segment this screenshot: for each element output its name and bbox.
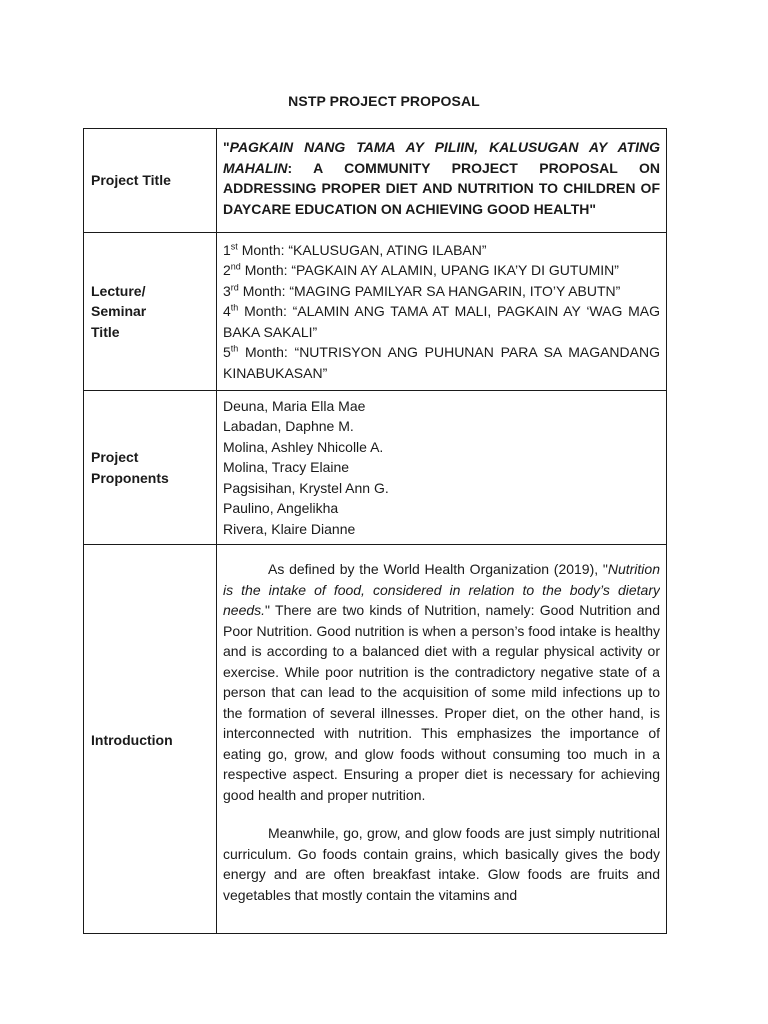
introduction-row [84, 545, 667, 934]
lecture-label [84, 233, 217, 391]
proponents-row [84, 391, 667, 545]
month-number: 4 [223, 303, 231, 320]
lecture-row [84, 233, 667, 391]
proponent-name: Molina, Ashley Nhicolle A. [223, 438, 384, 455]
introduction-paragraph-2: Meanwhile, go, grow, and glow foods are just simply nutritional curriculum. Go foods contain grains, which basically gives the body energy and are often breakfast intake. Glow foods are fruits and vegetables that mostly contain the vitamins and [223, 825, 660, 903]
proponent-name: Molina, Tracy Elaine [223, 459, 350, 476]
proponent-name: Pagsisihan, Krystel Ann G. [223, 479, 389, 496]
month-text: Month: “NUTRISYON ANG PUHUNAN PARA SA MAGANDANG KINABUKASAN” [223, 344, 660, 381]
month-text: Month: “KALUSUGAN, ATING ILABAN” [237, 241, 487, 258]
month-item [223, 301, 660, 342]
project-title-label: Project Title [84, 129, 217, 233]
introduction-label: Introduction [84, 545, 217, 934]
month-ordinal: rd [230, 282, 239, 293]
month-item [223, 342, 660, 383]
month-ordinal: th [230, 343, 239, 354]
proponents-cell [217, 391, 667, 545]
month-ordinal: nd [230, 261, 241, 272]
intro-p1-quote: Nutrition is the intake of food, considered in relation to the body’s dietary needs. [223, 561, 660, 618]
proponent-name: Paulino, Angelikha [223, 500, 339, 517]
title-quote-open: " [223, 139, 230, 155]
lecture-cell [217, 233, 667, 391]
proponents-label-line1: Project [91, 449, 139, 465]
title-rest: : A COMMUNITY PROJECT PROPOSAL ON ADDRESSING PROPER DIET AND NUTRITION TO CHILDREN OF DAYCARE EDUCATION ON ACHIEVING GOOD HEALTH" [223, 159, 660, 217]
month-text: Month: “ALAMIN ANG TAMA AT MALI, PAGKAIN AY ‘WAG MAG BAKA SAKALI” [223, 303, 660, 340]
month-text: Month: “MAGING PAMILYAR SA HANGARIN, ITO’Y ABUTN” [238, 282, 621, 299]
proposal-table [83, 128, 667, 934]
month-ordinal: th [230, 302, 239, 313]
title-italic-part: PAGKAIN NANG TAMA AY PILIIN, KALUSUGAN AY ATING MAHALIN [223, 139, 660, 176]
proponents-label-line2: Proponents [91, 469, 169, 486]
month-item [223, 260, 660, 281]
month-number: 5 [223, 344, 231, 361]
month-ordinal: st [230, 241, 238, 252]
introduction-body [223, 545, 660, 933]
month-item [223, 281, 660, 302]
introduction-paragraph-1 [223, 559, 660, 805]
proponent-name: Rivera, Klaire Dianne [223, 520, 356, 537]
month-number: 3 [223, 282, 231, 299]
proponents-label [84, 391, 217, 545]
introduction-cell [217, 545, 667, 934]
month-text: Month: “PAGKAIN AY ALAMIN, UPANG IKA’Y DI GUTUMIN” [240, 262, 619, 279]
month-item [223, 240, 660, 261]
project-title-cell [217, 129, 667, 233]
document-title: NSTP PROJECT PROPOSAL [288, 93, 480, 109]
intro-p1-start: As defined by the World Health Organization (2019), " [268, 561, 608, 577]
month-number: 1 [223, 241, 231, 258]
project-title-text [223, 133, 660, 228]
lecture-label-line1: Lecture/ [91, 282, 146, 299]
month-number: 2 [223, 262, 231, 279]
proponent-name: Deuna, Maria Ella Mae [223, 397, 366, 414]
project-title-row [84, 129, 667, 233]
intro-p1-rest: " There are two kinds of Nutrition, namely: Good Nutrition and Poor Nutrition. Good nutrition is when a person’s food intake is healthy and is according to a balanced diet with a regular physical activity or exercise. While poor nutrition is the contradictory negative state of a person that can lead to the acquisition of some mild infections up to the formation of several illnesses. Proper diet, on the other hand, is interconnected with nutrition. This emphasizes the importance of eating go, grow, and glow foods without consuming too much in a respective aspect. Ensuring a proper diet is necessary for achieving good health and proper nutrition. [223, 602, 660, 803]
proponent-name: Labadan, Daphne M. [223, 418, 354, 435]
lecture-label-line3: Title [91, 323, 120, 340]
lecture-label-line2: Seminar [91, 303, 147, 320]
